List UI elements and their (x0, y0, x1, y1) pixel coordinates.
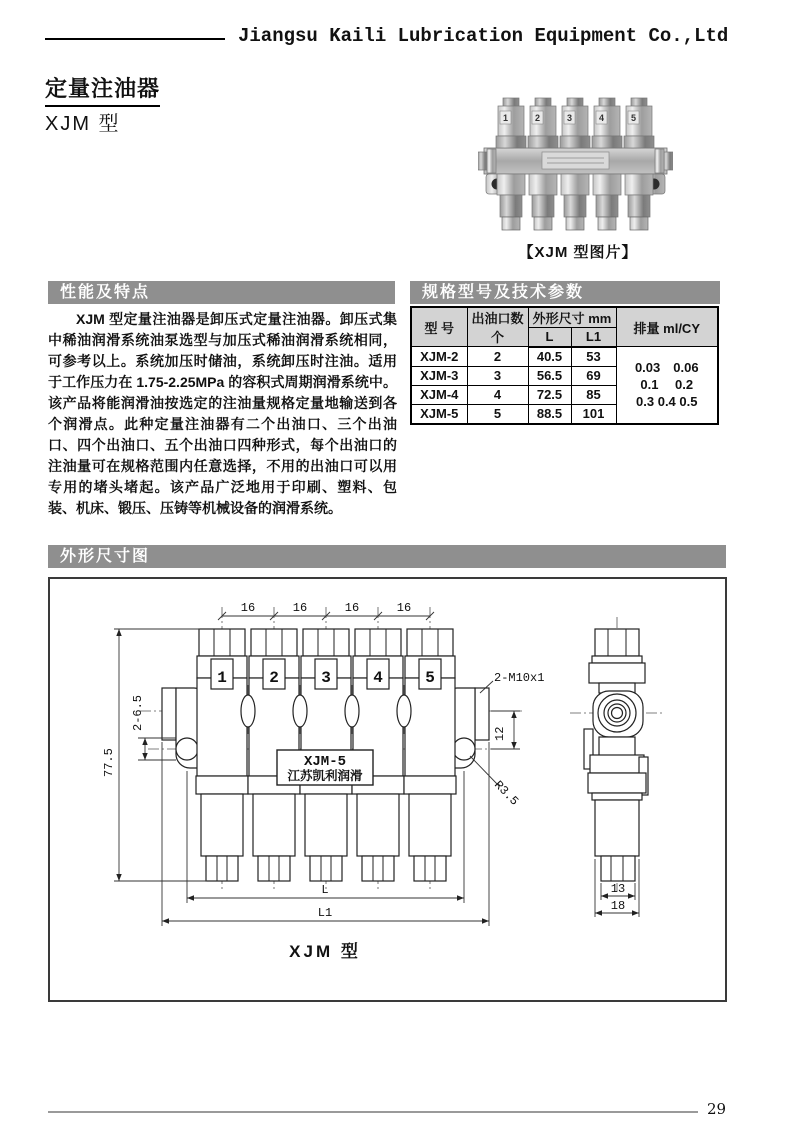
dim-offset-12 (491, 711, 520, 749)
dim-text-16: 16 (292, 601, 308, 615)
cell-model: XJM-2 (411, 347, 467, 367)
dim-text-16: 16 (240, 601, 256, 615)
port-number: 1 (217, 669, 227, 687)
spec-table (410, 306, 719, 425)
right-port-nut (655, 149, 664, 173)
spec-table-header-row-1 (411, 307, 718, 328)
dimension-drawing-box (48, 577, 727, 1002)
nameplate (542, 152, 609, 169)
dim-text-thread: 2-M10x1 (494, 671, 545, 685)
footer-rule (48, 1111, 698, 1113)
features-section-header: 性能及特点 (48, 281, 395, 304)
cell-L: 72.5 (528, 385, 571, 404)
left-port-nut (487, 149, 496, 173)
photo-label: 4 (598, 113, 605, 123)
dim-thread-2-m10 (480, 671, 544, 693)
photo-caption: 【XJM 型图片】 (518, 244, 638, 261)
front-injector-5 (404, 629, 456, 881)
cell-L: 40.5 (528, 347, 571, 367)
label-brand: 江苏凯利润滑 (287, 769, 363, 783)
cell-model: XJM-3 (411, 366, 467, 385)
col-header-outlets (467, 307, 528, 347)
dim-text-2-6-5: 2-6.5 (131, 694, 145, 731)
col-header-L: L (528, 328, 571, 347)
product-title: 定量注油器 (45, 72, 160, 107)
photo-label: 5 (630, 113, 637, 123)
cell-L1: 69 (571, 366, 616, 385)
header-rule (45, 38, 225, 40)
displacement-line: 0.1 0.2 (640, 377, 694, 393)
port-number: 5 (425, 669, 435, 687)
features-paragraph: XJM 型定量注油器是卸压式定量注油器。卸压式集中稀油润滑系统油泵选型与加压式稀油润滑系统相同，可参考以上。系统加压时储油，系统卸压时注油。适用于工作压力在 1.75-2.25MPa 的容积式周期润滑系统中。该产品将能润滑油按选定的注油量规格定量地输送到各个润滑点。此种定量注油器有二个出油口、三个出油口、四个出油口、五个出油口四种形式，每个出油口的注油量可在规格范围内任意选择，不用的出油口可以用专用的堵头堵起。该产品广泛地用于印刷、塑料、包装、机床、锻压、压铸等机械设备的润滑系统。 (48, 311, 397, 516)
company-title: Jiangsu Kaili Lubrication Equipment Co.,Ltd (238, 25, 729, 47)
mounting-hole-left (176, 738, 198, 760)
cell-L: 88.5 (528, 404, 571, 424)
dim-text-12: 12 (493, 726, 507, 741)
col-header-outlets-line1: 出油口数 (471, 311, 524, 326)
drawing-label-box (277, 750, 373, 785)
page-number: 29 (707, 1100, 727, 1118)
label-model: XJM-5 (303, 754, 347, 770)
col-header-L1: L1 (571, 328, 616, 347)
displacement-line: 0.03 0.06 (634, 360, 699, 376)
col-header-outlets-line2: 个 (490, 330, 504, 345)
photo-label: 2 (534, 113, 541, 123)
port-number: 3 (321, 669, 331, 687)
port-number: 2 (269, 669, 279, 687)
dimension-drawing (50, 579, 725, 1000)
cell-L1: 53 (571, 347, 616, 367)
col-header-model: 型 号 (411, 307, 467, 347)
cell-L1: 101 (571, 404, 616, 424)
port-number: 4 (373, 669, 383, 687)
dim-text-18: 18 (610, 899, 626, 913)
dim-text-77-5: 77.5 (102, 748, 116, 777)
col-header-dimensions: 外形尺寸 mm (528, 307, 616, 328)
dim-text-16: 16 (344, 601, 360, 615)
specs-section-header: 规格型号及技术参数 (410, 281, 720, 304)
drawing-section-header: 外形尺寸图 (48, 545, 726, 568)
mounting-hole-right (453, 738, 475, 760)
photo-label: 3 (566, 113, 573, 123)
side-view (584, 629, 648, 881)
cell-L1: 85 (571, 385, 616, 404)
dim-text-13: 13 (610, 882, 626, 896)
cell-model: XJM-5 (411, 404, 467, 424)
displacement-line: 0.3 0.4 0.5 (636, 394, 698, 410)
dim-text-L: L (321, 883, 329, 897)
dim-text-L1: L1 (317, 906, 333, 920)
photo-label: 1 (502, 113, 509, 123)
product-model: XJM 型 (45, 113, 121, 135)
drawing-caption: XJM 型 (289, 942, 361, 961)
cell-L: 56.5 (528, 366, 571, 385)
dim-side-13 (601, 882, 635, 900)
dim-text-r3-5: R3.5 (491, 778, 522, 809)
product-photo (478, 94, 673, 236)
col-header-displacement: 排量 ml/CY (616, 307, 718, 347)
cell-outlets: 4 (467, 385, 528, 404)
right-port (663, 152, 673, 170)
cell-outlets: 2 (467, 347, 528, 367)
dim-radius-r3-5 (470, 756, 521, 809)
front-injector-1 (196, 629, 248, 881)
product-photo-image (478, 94, 673, 236)
cell-displacement (616, 347, 718, 424)
left-port (478, 152, 488, 170)
dim-text-16: 16 (396, 601, 412, 615)
cell-outlets: 5 (467, 404, 528, 424)
table-row (411, 347, 718, 367)
cell-model: XJM-4 (411, 385, 467, 404)
cell-outlets: 3 (467, 366, 528, 385)
